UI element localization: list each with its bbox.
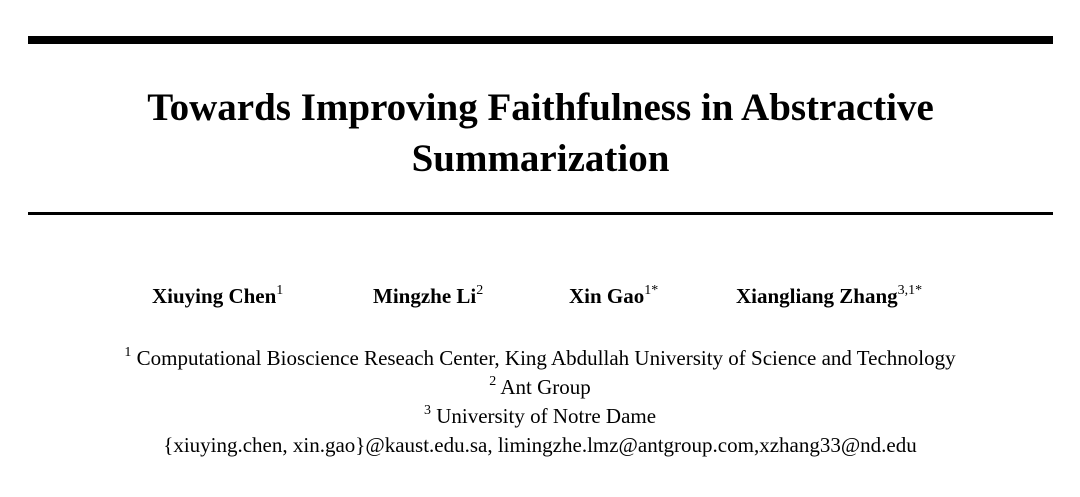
bottom-rule — [28, 212, 1053, 215]
top-rule — [28, 36, 1053, 44]
author-name: Mingzhe Li — [373, 284, 477, 308]
affiliation-2 — [0, 375, 1080, 400]
affiliation-mark: 3 — [423, 403, 431, 418]
affiliation-text: Computational Bioscience Reseach Center, King Abdullah University of Science and Technology — [136, 346, 956, 370]
author-emails: {xiuying.chen, xin.gao}@kaust.edu.sa, limingzhe.lmz@antgroup.com,xzhang33@nd.edu — [163, 433, 917, 457]
author-mingzhe-li — [373, 284, 483, 309]
author-affiliation-mark: 1* — [644, 283, 659, 298]
affiliation-1 — [0, 346, 1080, 371]
author-affiliation-mark: 3,1* — [897, 283, 923, 298]
author-xiuying-chen — [152, 284, 283, 309]
author-name: Xiangliang Zhang — [736, 284, 898, 308]
title-line-2: Summarization — [411, 137, 670, 180]
author-xin-gao — [569, 284, 658, 309]
title-line-1: Towards Improving Faithfulness in Abstractive — [147, 86, 934, 129]
affiliation-text: Ant Group — [500, 375, 591, 399]
author-affiliation-mark: 1 — [276, 283, 284, 298]
paper-title — [28, 82, 1053, 184]
affiliation-mark: 2 — [489, 374, 497, 389]
author-xiangliang-zhang — [736, 284, 922, 309]
author-name: Xin Gao — [569, 284, 645, 308]
affiliation-mark: 1 — [124, 345, 132, 360]
affiliation-3 — [0, 404, 1080, 429]
author-list — [0, 284, 1080, 320]
author-affiliation-mark: 2 — [476, 283, 484, 298]
affiliation-text: University of Notre Dame — [436, 404, 657, 428]
author-name: Xiuying Chen — [152, 284, 277, 308]
